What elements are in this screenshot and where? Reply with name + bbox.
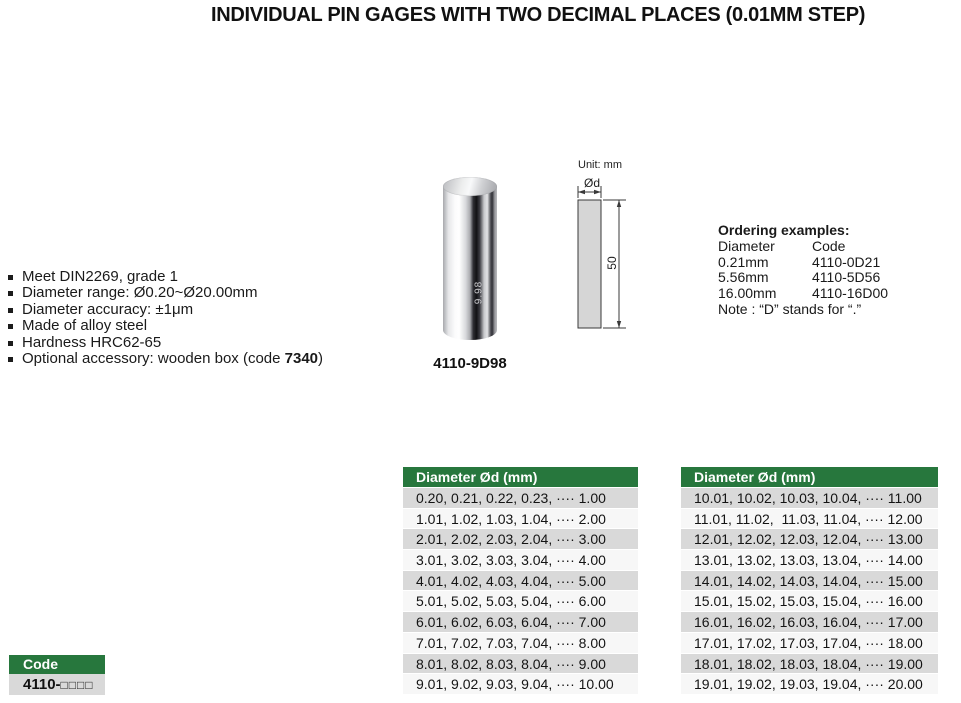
table-row: 2.01, 2.02, 2.03, 2.04, ···· 3.00 [403, 529, 638, 550]
table-row: 8.01, 8.02, 8.03, 8.04, ···· 9.00 [403, 654, 638, 675]
table-header: Diameter Ød (mm) [681, 467, 938, 488]
ordering-header-row: Diameter Code [718, 237, 846, 254]
feature-item: Hardness HRC62-65 [8, 335, 323, 351]
feature-item-accessory: Optional accessory: wooden box (code 7340) [8, 351, 323, 367]
page-title: INDIVIDUAL PIN GAGES WITH TWO DECIMAL PLACES (0.01MM STEP) [211, 4, 866, 26]
ordering-note: Note : “D” stands for “.” [718, 300, 862, 317]
code-box [9, 655, 105, 695]
table-row: 5.01, 5.02, 5.03, 5.04, ···· 6.00 [403, 591, 638, 612]
feature-list [8, 269, 323, 367]
pin-cylinder [443, 186, 497, 340]
table-row: 16.01, 16.02, 16.03, 16.04, ···· 17.00 [681, 612, 938, 633]
feature-item: Diameter accuracy: ±1μm [8, 302, 323, 318]
table-row: 4.01, 4.02, 4.03, 4.04, ···· 5.00 [403, 571, 638, 592]
ordering-examples [718, 223, 888, 318]
table-row: 0.20, 0.21, 0.22, 0.23, ···· 1.00 [403, 488, 638, 509]
feature-item: Made of alloy steel [8, 318, 323, 334]
pin-top-face [443, 177, 497, 196]
product-model-label: 4110-9D98 [433, 355, 507, 372]
unit-label: Unit: mm [578, 159, 622, 171]
diameter-table-1 [403, 467, 638, 695]
table-row: 11.01, 11.02, 11.03, 11.04, ···· 12.00 [681, 509, 938, 530]
diameter-table-2 [681, 467, 938, 695]
feature-item: Meet DIN2269, grade 1 [8, 269, 323, 285]
table-row: 17.01, 17.02, 17.03, 17.04, ···· 18.00 [681, 633, 938, 654]
accessory-code: 7340 [284, 350, 319, 368]
pin-engraving-text: 9.98 [473, 280, 485, 305]
bullet-square-icon [8, 341, 13, 346]
table-row: 13.01, 13.02, 13.03, 13.04, ···· 14.00 [681, 550, 938, 571]
table-row: 6.01, 6.02, 6.03, 6.04, ···· 7.00 [403, 612, 638, 633]
ordering-row: 16.00mm 4110-16D00 [718, 285, 889, 302]
table-row: 14.01, 14.02, 14.03, 14.04, ···· 15.00 [681, 571, 938, 592]
bullet-square-icon [8, 275, 13, 280]
bullet-square-icon [8, 357, 13, 362]
code-box-header: Code [9, 655, 105, 674]
table-row: 9.01, 9.02, 9.03, 9.04, ···· 10.00 [403, 674, 638, 695]
table-row: 19.01, 19.02, 19.03, 19.04, ···· 20.00 [681, 674, 938, 695]
ordering-row: 0.21mm 4110-0D21 [718, 253, 881, 270]
table-row: 12.01, 12.02, 12.03, 12.04, ···· 13.00 [681, 529, 938, 550]
table-header: Diameter Ød (mm) [403, 467, 638, 488]
code-placeholder-boxes: □□□□ [60, 678, 94, 692]
table-row: 10.01, 10.02, 10.03, 10.04, ···· 11.00 [681, 488, 938, 509]
bullet-square-icon [8, 308, 13, 313]
pin-gage-photo [443, 177, 497, 341]
table-row: 15.01, 15.02, 15.03, 15.04, ···· 16.00 [681, 591, 938, 612]
ordering-row: 5.56mm 4110-5D56 [718, 269, 881, 286]
table-row: 18.01, 18.02, 18.03, 18.04, ···· 19.00 [681, 654, 938, 675]
table-row: 7.01, 7.02, 7.03, 7.04, ···· 8.00 [403, 633, 638, 654]
feature-item: Diameter range: Ø0.20~Ø20.00mm [8, 285, 323, 301]
bullet-square-icon [8, 324, 13, 329]
table-row: 3.01, 3.02, 3.03, 3.04, ···· 4.00 [403, 550, 638, 571]
diameter-dim-label: Ød [583, 176, 600, 190]
ordering-title: Ordering examples: [718, 222, 850, 238]
code-box-value: 4110-□□□□ [9, 674, 105, 695]
pin-dimension-drawing [570, 155, 640, 345]
bullet-square-icon [8, 291, 13, 296]
table-row: 1.01, 1.02, 1.03, 1.04, ···· 2.00 [403, 509, 638, 530]
length-dim-label: 50 [605, 256, 619, 270]
